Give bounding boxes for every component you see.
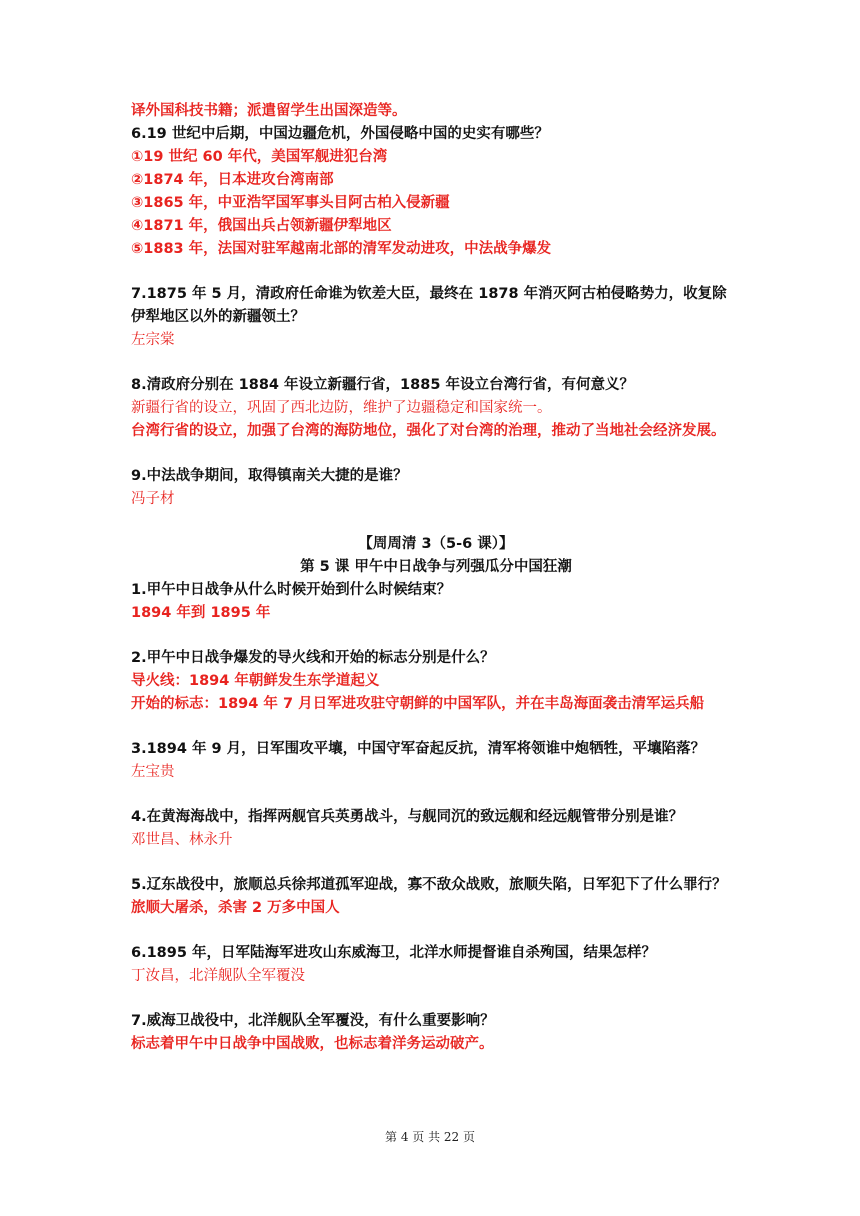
answer-text: ③1865 年，中亚浩罕国军事头目阿古柏入侵新疆: [131, 195, 450, 211]
answer-text: 标志着甲午中日战争中国战败，也标志着洋务运动破产。: [131, 1036, 494, 1052]
answer-text: 开始的标志：1894 年 7 月日军进攻驻守朝鲜的中国军队，并在丰岛海面袭击清军运兵船: [131, 696, 705, 712]
spacer: [131, 784, 741, 806]
section-heading: 【周周清 3（5-6 课）】: [358, 536, 514, 552]
question-text: 7.1875 年 5 月，清政府任命谁为钦差大臣，最终在 1878 年消灭阿古柏侵略势力，收复除伊犁地区以外的新疆领土？: [131, 286, 727, 325]
answer-text: 旅顺大屠杀，杀害 2 万多中国人: [131, 900, 340, 916]
question-text: 9.中法战争期间，取得镇南关大捷的是谁？: [131, 468, 408, 484]
answer-text: 台湾行省的设立，加强了台湾的海防地位，强化了对台湾的治理，推动了当地社会经济发展。: [131, 423, 726, 439]
answer-text: 丁汝昌，北洋舰队全军覆没: [131, 968, 305, 984]
spacer: [131, 511, 741, 533]
answer-text: ①19 世纪 60 年代，美国军舰进犯台湾: [131, 149, 388, 165]
spacer: [131, 261, 741, 283]
question-text: 6.19 世纪中后期，中国边疆危机，外国侵略中国的史实有哪些？: [131, 126, 549, 142]
answer-text: 译外国科技书籍；派遣留学生出国深造等。: [131, 103, 407, 119]
answer-text: 1894 年到 1895 年: [131, 605, 271, 621]
spacer: [131, 352, 741, 374]
spacer: [131, 443, 741, 465]
question-text: 8.清政府分别在 1884 年设立新疆行省，1885 年设立台湾行省，有何意义？: [131, 377, 634, 393]
page-footer: 第 4 页 共 22 页: [385, 1130, 475, 1144]
answer-text: 冯子材: [131, 491, 175, 507]
answer-text: 新疆行省的设立，巩固了西北边防，维护了边疆稳定和国家统一。: [131, 400, 552, 416]
question-text: 2.甲午中日战争爆发的导火线和开始的标志分别是什么？: [131, 650, 495, 666]
question-text: 6.1895 年，日军陆海军进攻山东威海卫，北洋水师提督谁自杀殉国，结果怎样？: [131, 945, 656, 961]
answer-text: 左宝贵: [131, 764, 175, 780]
answer-text: 邓世昌、林永升: [131, 832, 233, 848]
spacer: [131, 625, 741, 647]
question-text: 1.甲午中日战争从什么时候开始到什么时候结束？: [131, 582, 452, 598]
spacer: [131, 988, 741, 1010]
answer-text: 导火线：1894 年朝鲜发生东学道起义: [131, 673, 380, 689]
question-text: 5.辽东战役中，旅顺总兵徐邦道孤军迎战，寡不敌众战败，旅顺失陷，日军犯下了什么罪行？: [131, 877, 727, 893]
answer-text: ⑤1883 年，法国对驻军越南北部的清军发动进攻，中法战争爆发: [131, 241, 552, 257]
question-text: 4.在黄海海战中，指挥两舰官兵英勇战斗，与舰同沉的致远舰和经远舰管带分别是谁？: [131, 809, 684, 825]
spacer: [131, 852, 741, 874]
question-text: 7.威海卫战役中，北洋舰队全军覆没，有什么重要影响？: [131, 1013, 495, 1029]
spacer: [131, 716, 741, 738]
question-text: 3.1894 年 9 月，日军围攻平壤，中国守军奋起反抗，清军将领谁中炮牺牲，平壤陷落？: [131, 741, 706, 757]
page-content: [131, 100, 741, 1056]
answer-text: ④1871 年，俄国出兵占领新疆伊犁地区: [131, 218, 392, 234]
section-heading: 第 5 课 甲午中日战争与列强瓜分中国狂潮: [300, 559, 572, 575]
answer-text: 左宗棠: [131, 332, 175, 348]
spacer: [131, 920, 741, 942]
answer-text: ②1874 年，日本进攻台湾南部: [131, 172, 334, 188]
